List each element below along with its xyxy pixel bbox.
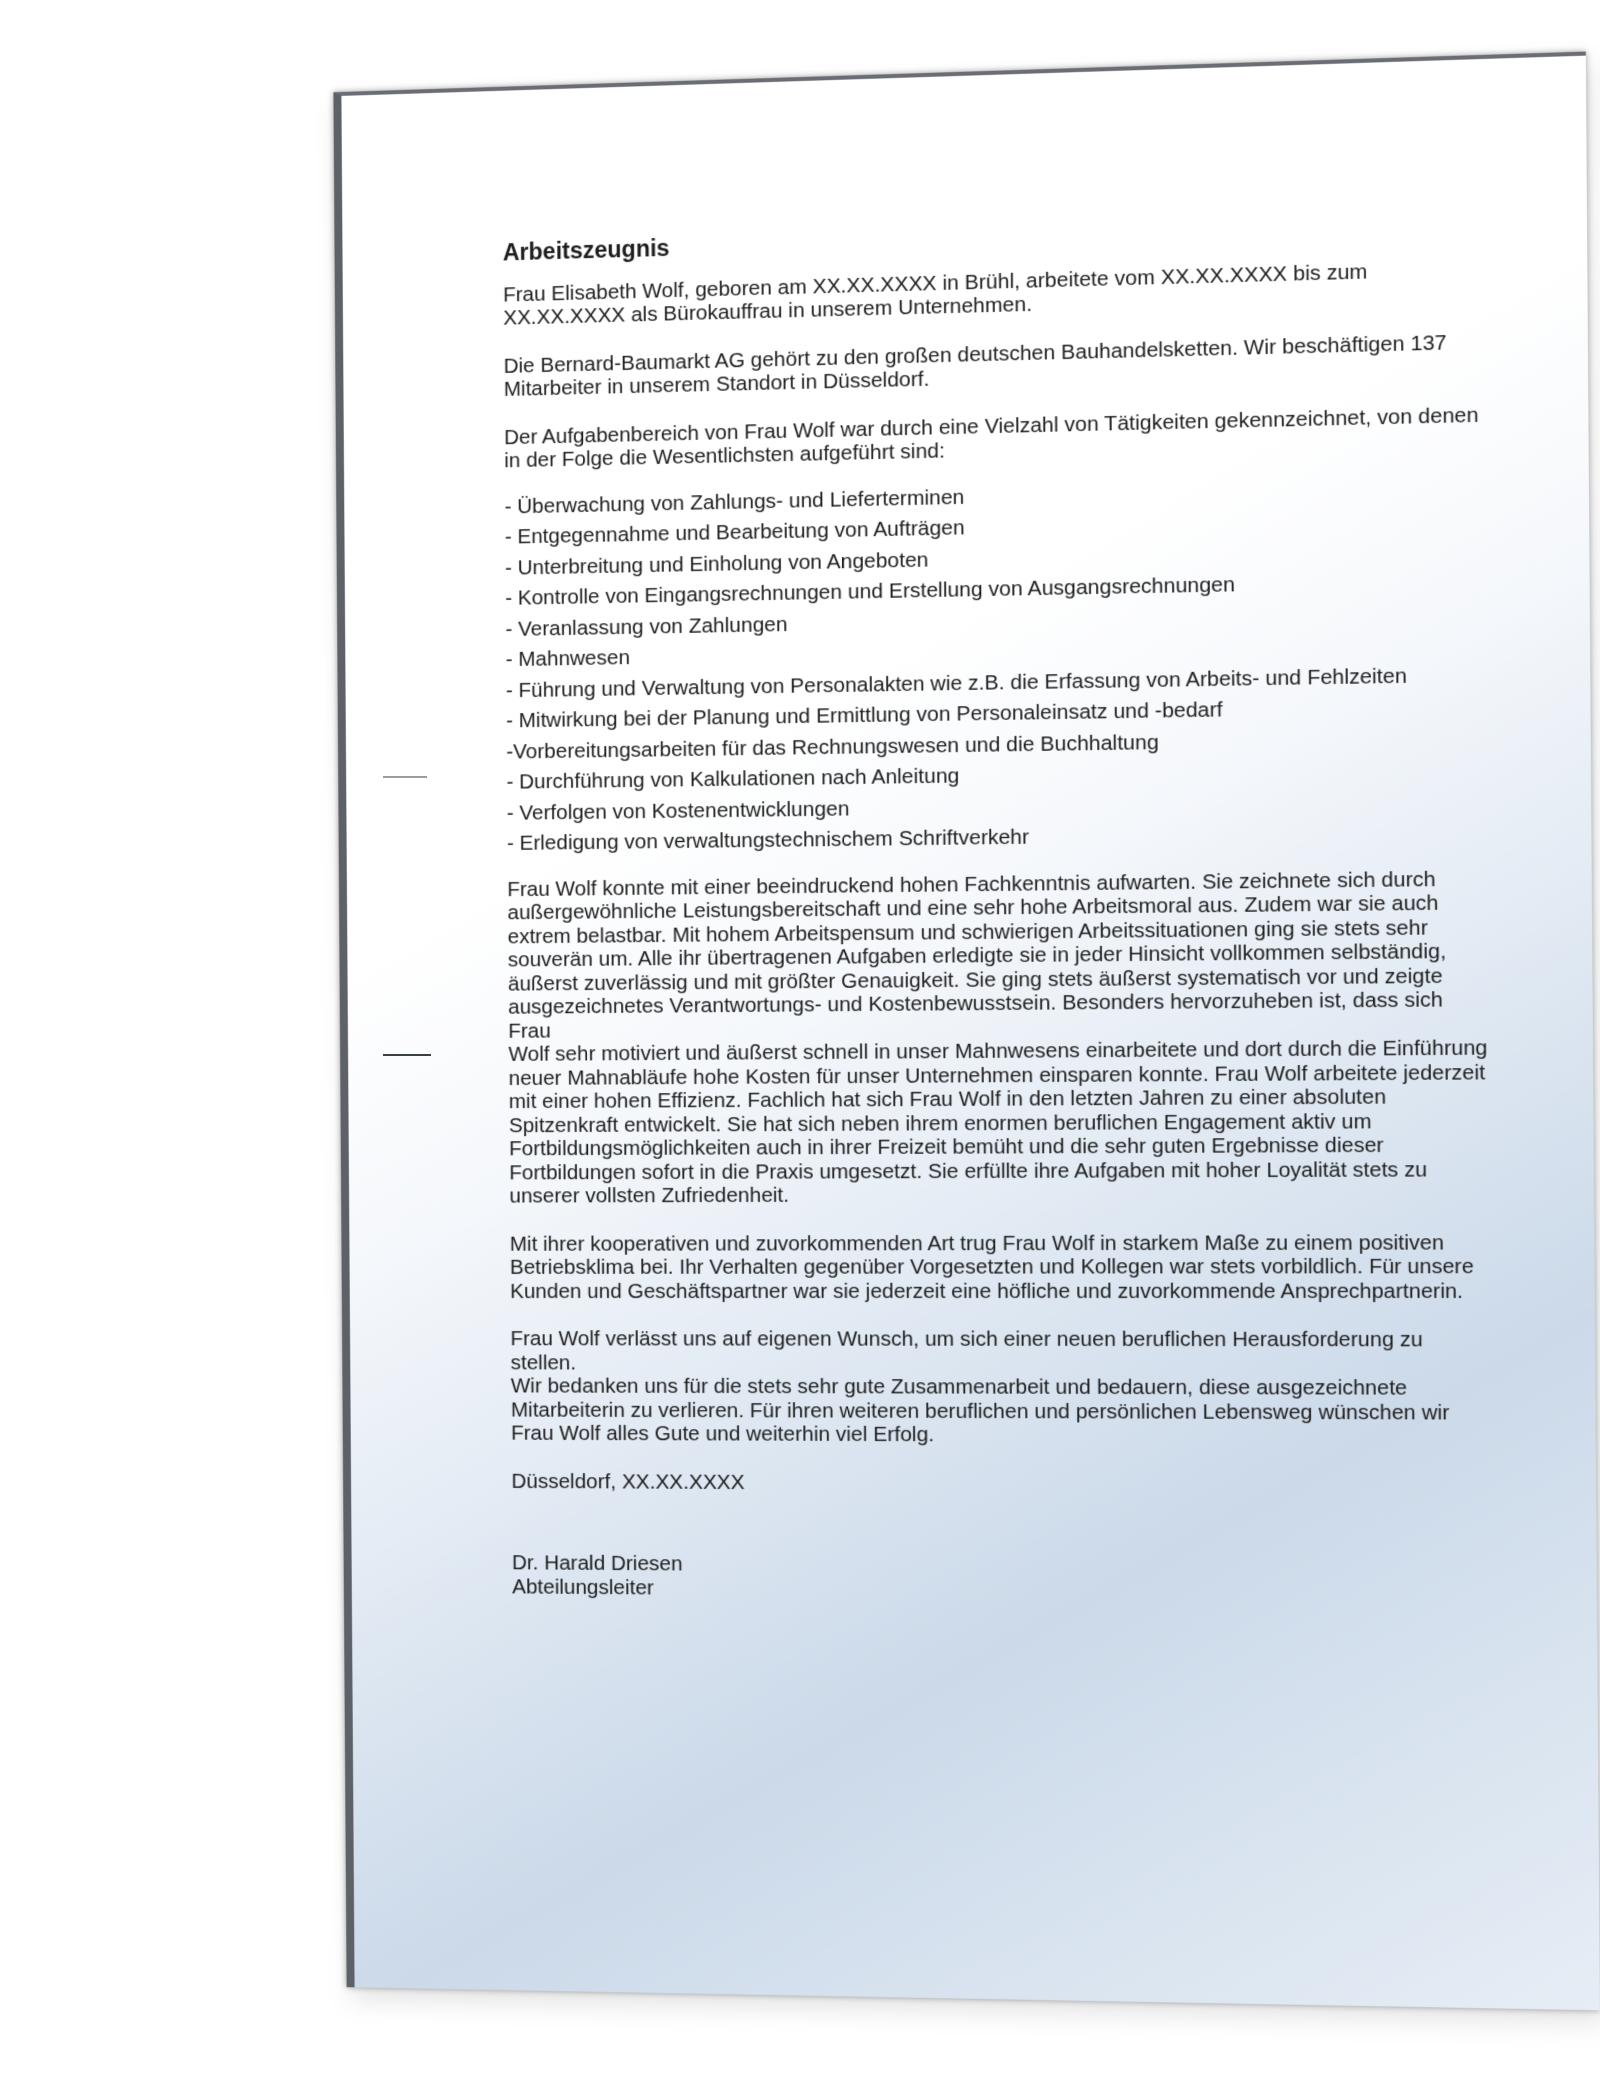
company-paragraph: Die Bernard-Baumarkt AG gehört zu den großen deutschen Bauhandelsketten. Wir beschäftigen 137 Mitarbeiter in unserem Standort in Düsseldorf. [503, 330, 1447, 402]
document-page [333, 52, 1599, 2011]
signer-name: Dr. Harald Driesen [511, 1551, 683, 1576]
task-item: - Erledigung von verwaltungstechnischem Schriftverkehr [506, 825, 1030, 856]
task-item: - Führung und Verwaltung von Personalakten wie z.B. die Erfassung von Arbeits- und Fehlzeiten [505, 663, 1407, 702]
task-item: - Überwachung von Zahlungs- und Lieferterminen [504, 485, 965, 519]
closing-paragraph: Frau Wolf verlässt uns auf eigenen Wunsch, um sich einer neuen beruflichen Herausforderung zu stellen. Wir bedanken uns für die stets sehr gute Zusammenarbeit und bedauern, diese ausgezeichnete Mitarbeiterin zu verlieren. Für ihren weiteren beruflichen und persönlichen Lebensweg wünschen wir Frau Wolf alles Gute und weiterhin viel Erfolg. [510, 1327, 1450, 1447]
task-item: - Unterbreitung und Einholung von Angeboten [504, 547, 929, 580]
punch-mark [383, 1054, 431, 1056]
intro-paragraph: Frau Elisabeth Wolf, geboren am XX.XX.XXXX in Brühl, arbeitete vom XX.XX.XXXX bis zum XX.XX.XXXX als Bürokauffrau in unserem Unternehmen. [503, 259, 1368, 330]
task-item: -Vorbereitungsarbeiten für das Rechnungswesen und die Buchhaltung [506, 730, 1159, 764]
document-title: Arbeitszeugnis [502, 234, 670, 266]
task-item: - Mahnwesen [505, 645, 631, 672]
performance-paragraph: Frau Wolf konnte mit einer beeindruckend hohen Fachkenntnis aufwarten. Sie zeichnete sich durch außergewöhnliche Leistungsbereitschaft und eine sehr hohe Arbeitsmoral aus. Zudem war sie auch extrem belastbar. Mit hohem Arbeitspensum und schwierigen Arbeitssituationen ging sie stets sehr souverän um. Alle ihr übertragenen Aufgaben erledigte sie in jeder Hinsicht vollkommen selbständig, äußerst zuverlässig und mit größter Genauigkeit. Sie ging stets äußerst systematisch vor und zeigte ausgezeichnetes Verantwortungs- und Kostenbewusstsein. Besonders hervorzuheben ist, dass sich Frau Wolf sehr motiviert und äußerst schnell in unser Mahnwesens einarbeitete und dort durch die Einführung neuer Mahnabläufe hohe Kosten für unser Unternehmen einsparen konnte. Frau Wolf arbeitete jederzeit mit einer hohen Effizienz. Fachlich hat sich Frau Wolf in den letzten Jahren zu einer absoluten Spitzenkraft entwickelt. Sie hat sich neben ihrem enormen beruflichen Engagement aktiv um Fortbildungsmöglichkeiten auch in ihrer Freizeit bemüht und die sehr guten Ergebnisse dieser Fortbildungen sofort in die Praxis umgesetzt. Sie erfüllte ihre Aufgaben mit hoher Loyalität stets zu unserer vollsten Zufriedenheit. [507, 867, 1488, 1208]
place-date: Düsseldorf, XX.XX.XXXX [511, 1469, 745, 1494]
tasks-intro-paragraph: Der Aufgabenbereich von Frau Wolf war durch eine Vielzahl von Tätigkeiten gekennzeichnet, von denen in der Folge die Wesentlichsten aufgeführt sind: [504, 402, 1479, 473]
document-body [503, 214, 1494, 1607]
task-item: - Mitwirkung bei der Planung und Ermittlung von Personaleinsatz und -bedarf [506, 698, 1223, 733]
task-item: - Verfolgen von Kostenentwicklungen [506, 796, 850, 825]
task-item: - Kontrolle von Eingangsrechnungen und Erstellung von Ausgangsrechnungen [505, 572, 1236, 610]
task-item: - Veranlassung von Zahlungen [505, 612, 788, 641]
task-item: - Entgegennahme und Bearbeitung von Aufträgen [504, 516, 965, 549]
signer-title: Abteilungsleiter [512, 1574, 654, 1600]
fold-mark [383, 776, 427, 778]
behavior-paragraph: Mit ihrer kooperativen und zuvorkommenden Art trug Frau Wolf in starkem Maße zu einem positiven Betriebsklima bei. Ihr Verhalten gegenüber Vorgesetzten und Kollegen war stets vorbildlich. Für unsere Kunden und Geschäftspartner war sie jederzeit eine höfliche und zuvorkommende Ansprechpartnerin. [509, 1230, 1474, 1303]
task-list [505, 474, 1489, 856]
task-item: - Durchführung von Kalkulationen nach Anleitung [506, 764, 960, 794]
